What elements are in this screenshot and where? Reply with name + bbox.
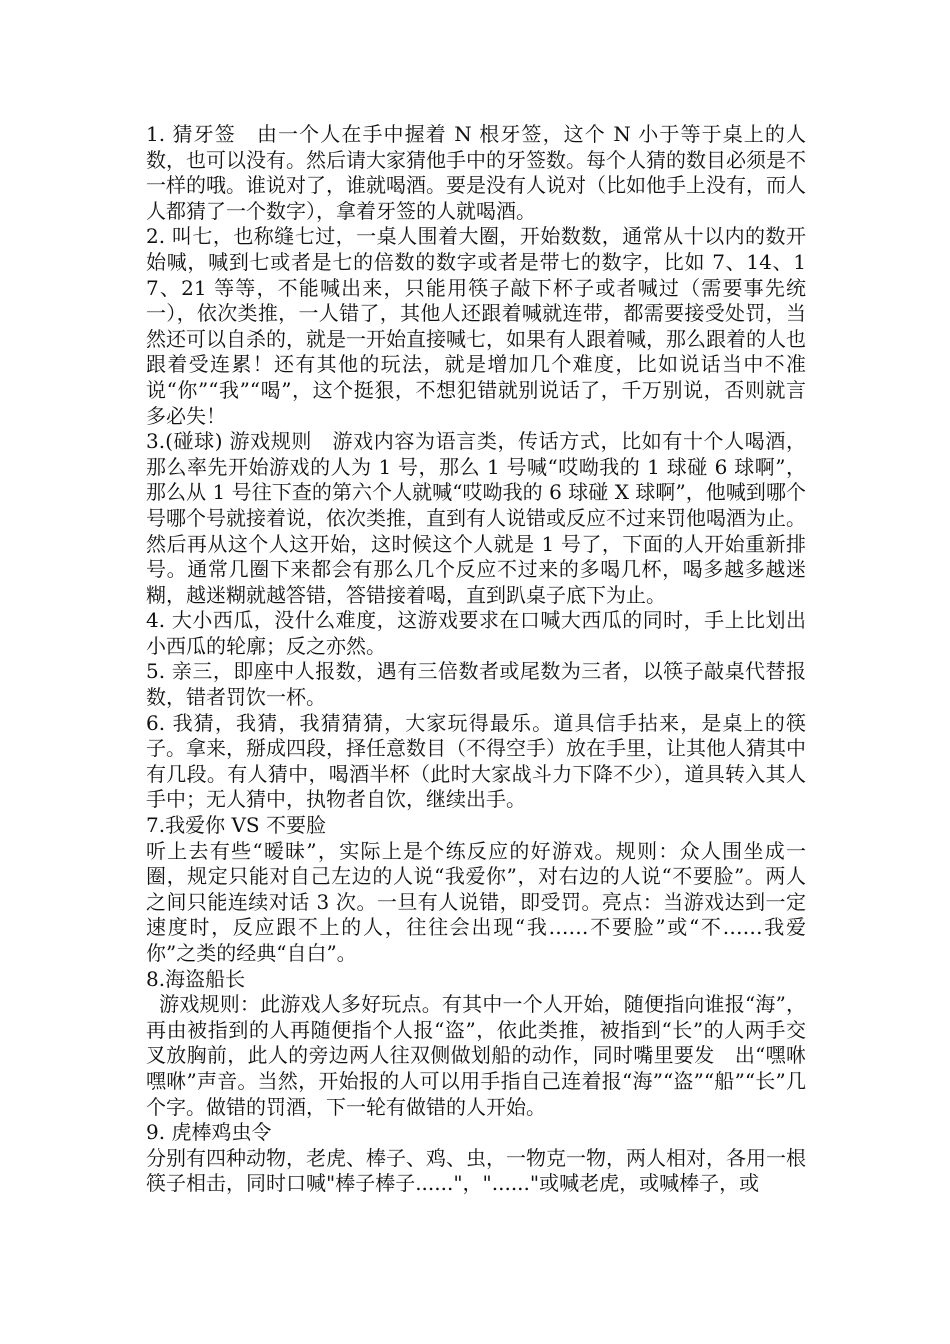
paragraph-kiss-three: 5. 亲三，即座中人报数，遇有三倍数者或尾数为三者，以筷子敲桌代替报数，错者罚饮一杯。	[146, 659, 806, 710]
paragraph-toothpick-guess: 1. 猜牙签 由一个人在手中握着 N 根牙签，这个 N 小于等于桌上的人数，也可以没有。然后请大家猜他手中的牙签数。每个人猜的数目必须是不一样的哦。谁说对了，谁就喝酒。要是没有人说对（比如他手上没有，而人人都猜了一个数字），拿着牙签的人就喝酒。	[146, 122, 806, 223]
paragraph-pirate-captain: 游戏规则：此游戏人多好玩点。有其中一个人开始，随便指向谁报“海”，再由被指到的人再随便指个人报“盗”，依此类推，被指到“长”的人两手交叉放胸前，此人的旁边两人往双侧做划船的动作，同时嘴里要发 出“嘿咻嘿咻”声音。当然，开始报的人可以用手指自己连着报“海”“盗”“船”“长”几个字。做错的罚酒，下一轮有做错的人开始。	[146, 992, 807, 1119]
paragraph-tiger-stick: 分别有四种动物，老虎、棒子、鸡、虫，一物克一物，两人相对，各用一根筷子相击，同时口喊"棒子棒子......"，"......"或喊老虎，或喊棒子，或	[146, 1145, 806, 1196]
heading-tiger-stick: 9. 虎棒鸡虫令	[146, 1120, 272, 1145]
document-body	[146, 122, 806, 1197]
paragraph-guess-chopsticks: 6. 我猜，我猜，我猜猜猜，大家玩得最乐。道具信手拈来，是桌上的筷子。拿来，掰成四段，择任意数目（不得空手）放在手里，让其他人猜其中有几段。有人猜中，喝酒半杯（此时大家战斗力下降不少），道具转入其人手中；无人猜中，执物者自饮，继续出手。	[146, 710, 806, 812]
heading-pirate-captain: 8.海盗船长	[146, 966, 246, 991]
paragraph-ball-bump: 3.(碰球) 游戏规则 游戏内容为语言类，传话方式，比如有十个人喝酒，那么率先开始游戏的人为 1 号，那么 1 号喊“哎呦我的 1 球碰 6 球啊”，那么从 1 号往下查的第六个人就喊“哎呦我的 6 球碰 X 球啊”，他喊到哪个号哪个号就接着说，依次类推，直到有人说错或反应不过来罚他喝酒为止。然后再从这个人这开始，这时候这个人就是 1 号了，下面的人开始重新排号。通常几圈下来都会有那么几个反应不过来的多喝几杯，喝多越多越迷糊，越迷糊就越答错，答错接着喝，直到趴桌子底下为止。	[146, 429, 806, 607]
paragraph-call-seven: 2. 叫七，也称缝七过，一桌人围着大圈，开始数数，通常从十以内的数开始喊，喊到七或者是七的倍数的数字或者是带七的数字，比如 7、14、17、21 等等，不能喊出来，只能用筷子敲下杯子或者喊过（需要事先统一），依次类推，一人错了，其他人还跟着喊就连带，都需要接受处罚，当然还可以自杀的，就是一开始直接喊七，如果有人跟着喊，那么跟着的人也跟着受连累！还有其他的玩法，就是增加几个难度，比如说话当中不准说“你”“我”“喝”，这个挺狠，不想犯错就别说话了，千万别说，否则就言多必失！	[146, 224, 806, 428]
paragraph-big-small-watermelon: 4. 大小西瓜，没什么难度，这游戏要求在口喊大西瓜的同时，手上比划出小西瓜的轮廓；反之亦然。	[146, 608, 806, 658]
paragraph-i-love-you: 听上去有些“暧昧”，实际上是个练反应的好游戏。规则：众人围坐成一圈，规定只能对自己左边的人说“我爱你”，对右边的人说“不要脸”。两人之间只能连续对话 3 次。一旦有人说错，即受罚。亮点：当游戏达到一定速度时，反应跟不上的人，往往会出现“我……不要脸”或“不……我爱你”之类的经典“自白”。	[146, 838, 806, 965]
heading-i-love-you: 7.我爱你 VS 不要脸	[146, 813, 326, 838]
